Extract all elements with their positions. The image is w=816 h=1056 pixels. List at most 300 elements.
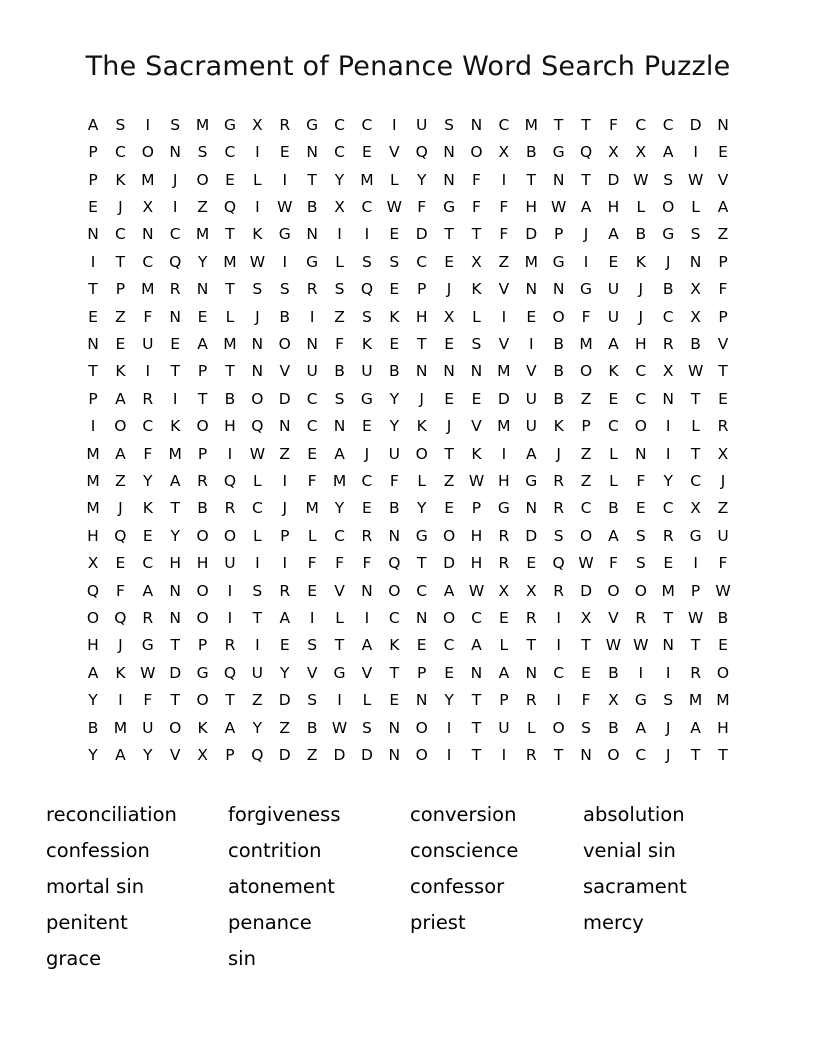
grid-cell[interactable]: O xyxy=(388,581,401,600)
grid-cell[interactable]: B xyxy=(553,362,564,381)
grid-cell[interactable]: I xyxy=(392,115,397,134)
grid-cell[interactable]: E xyxy=(471,389,482,408)
grid-cell[interactable]: E xyxy=(718,636,728,655)
grid-cell[interactable]: Y xyxy=(416,499,427,518)
grid-cell[interactable]: R xyxy=(662,334,674,353)
grid-cell[interactable]: T xyxy=(471,746,482,765)
grid-cell[interactable]: A xyxy=(580,197,592,216)
word-list-item[interactable]: penitent xyxy=(46,911,128,935)
grid-cell[interactable]: N xyxy=(415,362,428,381)
grid-cell[interactable]: M xyxy=(141,280,155,299)
grid-cell[interactable]: B xyxy=(306,718,318,737)
grid-cell[interactable]: K xyxy=(471,444,482,463)
grid-cell[interactable]: B xyxy=(525,143,537,162)
grid-cell[interactable]: V xyxy=(498,280,510,299)
grid-cell[interactable]: G xyxy=(278,225,291,244)
grid-cell[interactable]: F xyxy=(389,471,399,490)
grid-cell[interactable]: I xyxy=(255,143,260,162)
grid-cell[interactable]: I xyxy=(364,609,370,627)
grid-cell[interactable]: T xyxy=(471,718,482,737)
grid-cell[interactable]: I xyxy=(337,225,342,244)
grid-cell[interactable]: A xyxy=(361,636,373,655)
grid-cell[interactable]: N xyxy=(470,362,483,381)
grid-cell[interactable]: N xyxy=(306,225,318,244)
grid-cell[interactable]: U xyxy=(142,334,154,353)
grid-cell[interactable]: O xyxy=(196,526,209,545)
grid-cell[interactable]: S xyxy=(663,170,674,189)
grid-cell[interactable]: V xyxy=(279,362,291,381)
grid-cell[interactable]: T xyxy=(252,609,263,627)
grid-cell[interactable]: Z xyxy=(115,307,126,326)
grid-cell[interactable]: C xyxy=(251,499,263,518)
grid-cell[interactable]: C xyxy=(334,115,345,134)
grid-cell[interactable]: C xyxy=(334,526,345,545)
grid-cell[interactable]: D xyxy=(360,746,373,765)
grid-cell[interactable]: A xyxy=(87,663,99,682)
grid-cell[interactable]: D xyxy=(278,389,291,408)
grid-cell[interactable]: T xyxy=(225,691,235,710)
grid-cell[interactable]: G xyxy=(196,663,209,682)
grid-cell[interactable]: I xyxy=(90,417,96,436)
grid-cell[interactable]: T xyxy=(170,691,180,710)
grid-cell[interactable]: I xyxy=(583,252,589,271)
grid-cell[interactable]: C xyxy=(142,417,154,436)
grid-cell[interactable]: J xyxy=(419,389,424,408)
grid-cell[interactable]: E xyxy=(608,389,619,408)
grid-cell[interactable]: O xyxy=(607,746,620,765)
grid-cell[interactable]: U xyxy=(306,362,318,381)
grid-cell[interactable]: S xyxy=(334,280,345,299)
grid-cell[interactable]: X xyxy=(717,444,729,463)
grid-cell[interactable]: A xyxy=(279,609,291,627)
grid-cell[interactable]: W xyxy=(633,170,649,189)
grid-cell[interactable]: S xyxy=(635,554,646,573)
grid-cell[interactable]: E xyxy=(718,389,728,408)
grid-cell[interactable]: F xyxy=(499,225,509,244)
grid-cell[interactable]: S xyxy=(170,115,181,134)
grid-cell[interactable]: E xyxy=(225,170,235,189)
grid-cell[interactable]: U xyxy=(361,362,373,381)
grid-cell[interactable]: M xyxy=(688,691,703,710)
grid-cell[interactable]: G xyxy=(634,691,647,710)
grid-cell[interactable]: C xyxy=(690,471,702,490)
grid-cell[interactable]: B xyxy=(197,499,208,518)
grid-cell[interactable]: C xyxy=(224,143,236,162)
grid-cell[interactable]: M xyxy=(524,252,538,271)
grid-cell[interactable]: T xyxy=(690,444,701,463)
grid-cell[interactable]: S xyxy=(361,307,372,326)
word-list-item[interactable]: sacrament xyxy=(583,875,687,899)
grid-cell[interactable]: I xyxy=(255,636,260,655)
grid-cell[interactable]: E xyxy=(307,444,318,463)
grid-cell[interactable]: J xyxy=(118,636,123,655)
grid-cell[interactable]: H xyxy=(525,197,538,216)
grid-cell[interactable]: N xyxy=(169,143,181,162)
grid-cell[interactable]: D xyxy=(278,746,291,765)
grid-cell[interactable]: T xyxy=(225,280,235,299)
grid-cell[interactable]: V xyxy=(361,663,373,682)
grid-cell[interactable]: G xyxy=(223,115,236,134)
grid-cell[interactable]: L xyxy=(389,170,399,189)
grid-cell[interactable]: T xyxy=(334,636,345,655)
grid-cell[interactable]: X xyxy=(690,499,701,518)
grid-cell[interactable]: I xyxy=(501,444,507,463)
grid-cell[interactable]: F xyxy=(499,197,509,216)
grid-cell[interactable]: B xyxy=(87,718,99,737)
grid-cell[interactable]: W xyxy=(331,718,348,737)
grid-cell[interactable]: I xyxy=(693,554,698,573)
grid-cell[interactable]: M xyxy=(661,581,675,600)
grid-cell[interactable]: C xyxy=(443,636,455,655)
grid-cell[interactable]: G xyxy=(525,471,538,490)
grid-cell[interactable]: B xyxy=(224,389,236,408)
word-list-item[interactable]: atonement xyxy=(228,875,335,899)
grid-cell[interactable]: O xyxy=(223,526,237,545)
grid-cell[interactable]: T xyxy=(416,554,427,573)
grid-cell[interactable]: W xyxy=(687,362,704,381)
grid-cell[interactable]: Q xyxy=(251,746,264,765)
grid-cell[interactable]: Y xyxy=(170,526,180,545)
grid-cell[interactable]: C xyxy=(169,225,181,244)
grid-cell[interactable]: T xyxy=(553,746,564,765)
grid-cell[interactable]: I xyxy=(309,609,315,627)
grid-cell[interactable]: U xyxy=(498,718,510,737)
grid-cell[interactable]: A xyxy=(115,389,126,408)
grid-cell[interactable]: S xyxy=(361,252,372,271)
grid-cell[interactable]: T xyxy=(197,389,208,408)
grid-cell[interactable]: T xyxy=(115,252,126,271)
grid-cell[interactable]: D xyxy=(169,663,182,682)
grid-cell[interactable]: Z xyxy=(580,389,592,408)
grid-cell[interactable]: Y xyxy=(88,691,98,710)
grid-cell[interactable]: T xyxy=(581,170,591,189)
grid-cell[interactable]: O xyxy=(552,718,565,737)
grid-cell[interactable]: Q xyxy=(223,197,237,216)
grid-cell[interactable]: M xyxy=(497,362,511,381)
grid-cell[interactable]: Q xyxy=(415,143,428,162)
grid-cell[interactable]: T xyxy=(471,691,482,710)
grid-cell[interactable]: T xyxy=(444,444,454,463)
grid-cell[interactable]: S xyxy=(252,280,263,299)
grid-cell[interactable]: R xyxy=(169,280,181,299)
grid-cell[interactable]: L xyxy=(253,471,262,490)
grid-cell[interactable]: N xyxy=(87,225,99,244)
grid-cell[interactable]: D xyxy=(443,554,456,573)
grid-cell[interactable]: U xyxy=(607,280,620,299)
grid-cell[interactable]: T xyxy=(581,636,591,655)
grid-cell[interactable]: E xyxy=(498,609,509,627)
grid-cell[interactable]: B xyxy=(553,389,564,408)
grid-cell[interactable]: J xyxy=(556,444,561,463)
grid-cell[interactable]: J xyxy=(446,280,452,299)
grid-cell[interactable]: O xyxy=(196,691,209,710)
grid-cell[interactable]: H xyxy=(498,471,510,490)
grid-cell[interactable]: Z xyxy=(443,471,455,490)
grid-cell[interactable]: O xyxy=(196,609,209,627)
grid-cell[interactable]: E xyxy=(526,554,537,573)
grid-cell[interactable]: L xyxy=(636,197,646,216)
grid-cell[interactable]: Q xyxy=(114,609,127,627)
grid-cell[interactable]: G xyxy=(662,225,675,244)
grid-cell[interactable]: B xyxy=(608,499,619,518)
grid-cell[interactable]: Y xyxy=(143,471,153,490)
grid-cell[interactable]: T xyxy=(389,663,400,682)
grid-cell[interactable]: E xyxy=(279,143,290,162)
grid-cell[interactable]: R xyxy=(142,609,154,627)
grid-cell[interactable]: K xyxy=(553,417,564,436)
grid-cell[interactable]: D xyxy=(607,170,620,189)
grid-cell[interactable]: I xyxy=(556,691,561,710)
grid-cell[interactable]: E xyxy=(389,225,400,244)
grid-cell[interactable]: O xyxy=(634,417,647,436)
grid-cell[interactable]: L xyxy=(417,471,427,490)
grid-cell[interactable]: B xyxy=(635,225,647,244)
grid-cell[interactable]: C xyxy=(662,307,674,326)
grid-cell[interactable]: N xyxy=(306,334,318,353)
grid-cell[interactable]: A xyxy=(115,746,126,765)
grid-cell[interactable]: V xyxy=(389,143,400,162)
grid-cell[interactable]: H xyxy=(87,636,99,655)
grid-cell[interactable]: C xyxy=(608,417,619,436)
grid-cell[interactable]: B xyxy=(662,280,674,299)
grid-cell[interactable]: D xyxy=(497,389,510,408)
grid-cell[interactable]: Y xyxy=(334,499,345,518)
grid-cell[interactable]: O xyxy=(634,581,647,600)
grid-cell[interactable]: G xyxy=(443,197,456,216)
grid-cell[interactable]: X xyxy=(498,143,510,162)
grid-cell[interactable]: Y xyxy=(197,252,208,271)
grid-cell[interactable]: R xyxy=(142,389,154,408)
grid-cell[interactable]: G xyxy=(552,143,565,162)
grid-cell[interactable]: P xyxy=(88,143,98,162)
grid-cell[interactable]: F xyxy=(608,115,618,134)
grid-cell[interactable]: A xyxy=(169,471,181,490)
grid-cell[interactable]: L xyxy=(307,526,317,545)
word-list-item[interactable]: conversion xyxy=(410,803,517,827)
grid-cell[interactable]: A xyxy=(635,718,647,737)
grid-cell[interactable]: L xyxy=(691,417,700,436)
grid-cell[interactable]: F xyxy=(307,554,317,573)
grid-cell[interactable]: T xyxy=(471,225,482,244)
grid-cell[interactable]: M xyxy=(497,417,511,436)
grid-cell[interactable]: F xyxy=(718,280,728,299)
grid-cell[interactable]: R xyxy=(690,663,701,682)
grid-cell[interactable]: X xyxy=(443,307,455,326)
grid-cell[interactable]: S xyxy=(690,225,701,244)
grid-cell[interactable]: O xyxy=(141,143,154,162)
grid-cell[interactable]: G xyxy=(552,252,565,271)
grid-cell[interactable]: Z xyxy=(580,444,592,463)
grid-cell[interactable]: T xyxy=(225,225,235,244)
grid-cell[interactable]: E xyxy=(88,197,98,216)
grid-cell[interactable]: L xyxy=(362,691,372,710)
grid-cell[interactable]: N xyxy=(525,280,538,299)
grid-cell[interactable]: H xyxy=(196,554,209,573)
grid-cell[interactable]: O xyxy=(196,170,209,189)
grid-cell[interactable]: F xyxy=(608,554,618,573)
grid-cell[interactable]: O xyxy=(415,444,428,463)
grid-cell[interactable]: T xyxy=(170,636,180,655)
grid-cell[interactable]: J xyxy=(118,499,123,518)
grid-cell[interactable]: F xyxy=(581,307,591,326)
word-list-item[interactable]: sin xyxy=(228,947,256,971)
grid-cell[interactable]: W xyxy=(687,609,704,627)
grid-cell[interactable]: T xyxy=(416,334,427,353)
grid-cell[interactable]: J xyxy=(720,471,726,490)
grid-cell[interactable]: R xyxy=(553,581,565,600)
grid-cell[interactable]: I xyxy=(501,746,507,765)
grid-cell[interactable]: D xyxy=(415,225,428,244)
grid-cell[interactable]: T xyxy=(307,170,317,189)
grid-cell[interactable]: T xyxy=(170,362,180,381)
grid-cell[interactable]: Z xyxy=(717,499,729,518)
grid-cell[interactable]: N xyxy=(278,417,291,436)
grid-cell[interactable]: L xyxy=(335,252,344,271)
grid-cell[interactable]: B xyxy=(388,499,400,518)
grid-cell[interactable]: N xyxy=(443,362,455,381)
grid-cell[interactable]: M xyxy=(195,225,210,244)
grid-cell[interactable]: X xyxy=(471,252,482,271)
grid-cell[interactable]: X xyxy=(142,197,154,216)
grid-cell[interactable]: V xyxy=(471,417,482,436)
grid-cell[interactable]: E xyxy=(444,663,454,682)
grid-cell[interactable]: C xyxy=(635,362,647,381)
grid-cell[interactable]: F xyxy=(143,307,153,326)
grid-cell[interactable]: P xyxy=(417,280,427,299)
grid-cell[interactable]: S xyxy=(361,718,372,737)
grid-cell[interactable]: J xyxy=(638,280,644,299)
grid-cell[interactable]: C xyxy=(361,115,373,134)
word-list-item[interactable]: priest xyxy=(410,911,466,935)
word-list-item[interactable]: confession xyxy=(46,839,150,863)
grid-cell[interactable]: O xyxy=(579,362,593,381)
grid-cell[interactable]: I xyxy=(282,554,288,573)
grid-cell[interactable]: N xyxy=(388,526,401,545)
grid-cell[interactable]: N xyxy=(169,307,181,326)
grid-cell[interactable]: T xyxy=(444,225,454,244)
grid-cell[interactable]: G xyxy=(415,526,428,545)
grid-cell[interactable]: N xyxy=(470,115,483,134)
grid-cell[interactable]: C xyxy=(388,609,400,627)
grid-cell[interactable]: P xyxy=(690,581,701,600)
grid-cell[interactable]: H xyxy=(470,554,483,573)
grid-cell[interactable]: T xyxy=(690,636,701,655)
grid-cell[interactable]: O xyxy=(442,609,456,627)
grid-cell[interactable]: O xyxy=(442,526,456,545)
grid-cell[interactable]: K xyxy=(471,280,482,299)
grid-cell[interactable]: K xyxy=(252,225,263,244)
grid-cell[interactable]: Y xyxy=(88,746,98,765)
grid-cell[interactable]: V xyxy=(169,746,181,765)
grid-cell[interactable]: K xyxy=(361,334,372,353)
grid-cell[interactable]: D xyxy=(580,581,592,600)
grid-cell[interactable]: P xyxy=(115,280,126,299)
grid-cell[interactable]: Y xyxy=(334,170,345,189)
grid-cell[interactable]: E xyxy=(115,334,126,353)
grid-cell[interactable]: I xyxy=(227,581,233,600)
grid-cell[interactable]: E xyxy=(88,307,98,326)
grid-cell[interactable]: C xyxy=(306,389,318,408)
grid-cell[interactable]: C xyxy=(635,746,647,765)
grid-cell[interactable]: Y xyxy=(444,691,454,710)
grid-cell[interactable]: E xyxy=(389,334,400,353)
grid-cell[interactable]: E xyxy=(389,280,400,299)
word-list-item[interactable]: contrition xyxy=(228,839,322,863)
grid-cell[interactable]: E xyxy=(142,526,153,545)
grid-cell[interactable]: K xyxy=(115,362,126,381)
grid-cell[interactable]: A xyxy=(197,334,208,353)
grid-cell[interactable]: F xyxy=(362,554,372,573)
grid-cell[interactable]: N xyxy=(443,143,455,162)
grid-cell[interactable]: D xyxy=(525,526,538,545)
grid-cell[interactable]: G xyxy=(333,663,346,682)
grid-cell[interactable]: B xyxy=(717,609,729,627)
grid-cell[interactable]: E xyxy=(197,307,208,326)
grid-cell[interactable]: O xyxy=(579,526,593,545)
grid-cell[interactable]: X xyxy=(608,143,619,162)
grid-cell[interactable]: R xyxy=(224,499,236,518)
grid-cell[interactable]: E xyxy=(608,252,619,271)
grid-cell[interactable]: N xyxy=(306,143,318,162)
grid-cell[interactable]: V xyxy=(717,334,729,353)
grid-cell[interactable]: I xyxy=(556,609,561,627)
grid-cell[interactable]: I xyxy=(665,663,671,682)
grid-cell[interactable]: W xyxy=(249,444,266,463)
grid-cell[interactable]: E xyxy=(389,691,400,710)
grid-cell[interactable]: W xyxy=(550,197,567,216)
grid-cell[interactable]: E xyxy=(635,499,646,518)
grid-cell[interactable]: M xyxy=(524,115,538,134)
grid-cell[interactable]: K xyxy=(416,417,427,436)
grid-cell[interactable]: M xyxy=(141,170,155,189)
grid-cell[interactable]: K xyxy=(608,362,619,381)
grid-cell[interactable]: Z xyxy=(197,197,208,216)
grid-cell[interactable]: P xyxy=(718,307,728,326)
grid-cell[interactable]: N xyxy=(251,334,264,353)
grid-cell[interactable]: Z xyxy=(115,471,126,490)
grid-cell[interactable]: H xyxy=(415,307,428,326)
grid-cell[interactable]: G xyxy=(141,636,154,655)
grid-cell[interactable]: F xyxy=(718,554,728,573)
grid-cell[interactable]: O xyxy=(196,417,209,436)
grid-cell[interactable]: W xyxy=(468,471,485,490)
grid-cell[interactable]: N xyxy=(662,389,675,408)
grid-cell[interactable]: R xyxy=(498,554,510,573)
grid-cell[interactable]: L xyxy=(499,636,509,655)
grid-cell[interactable]: M xyxy=(223,252,237,271)
grid-cell[interactable]: M xyxy=(305,499,319,518)
grid-cell[interactable]: S xyxy=(635,526,646,545)
grid-cell[interactable]: I xyxy=(665,417,671,436)
grid-cell[interactable]: O xyxy=(415,746,428,765)
grid-cell[interactable]: Q xyxy=(552,554,565,573)
grid-cell[interactable]: I xyxy=(309,307,315,326)
grid-cell[interactable]: T xyxy=(663,609,673,627)
grid-cell[interactable]: M xyxy=(86,499,100,518)
grid-cell[interactable]: P xyxy=(417,663,427,682)
word-list-item[interactable]: penance xyxy=(228,911,312,935)
grid-cell[interactable]: D xyxy=(333,746,346,765)
grid-cell[interactable]: G xyxy=(689,526,702,545)
grid-cell[interactable]: F xyxy=(472,170,481,189)
grid-cell[interactable]: V xyxy=(334,581,345,600)
grid-cell[interactable]: Q xyxy=(169,252,182,271)
word-list-item[interactable]: conscience xyxy=(410,839,519,863)
grid-cell[interactable]: G xyxy=(306,115,319,134)
grid-cell[interactable]: U xyxy=(142,718,154,737)
grid-cell[interactable]: B xyxy=(608,718,619,737)
grid-cell[interactable]: W xyxy=(140,663,156,682)
